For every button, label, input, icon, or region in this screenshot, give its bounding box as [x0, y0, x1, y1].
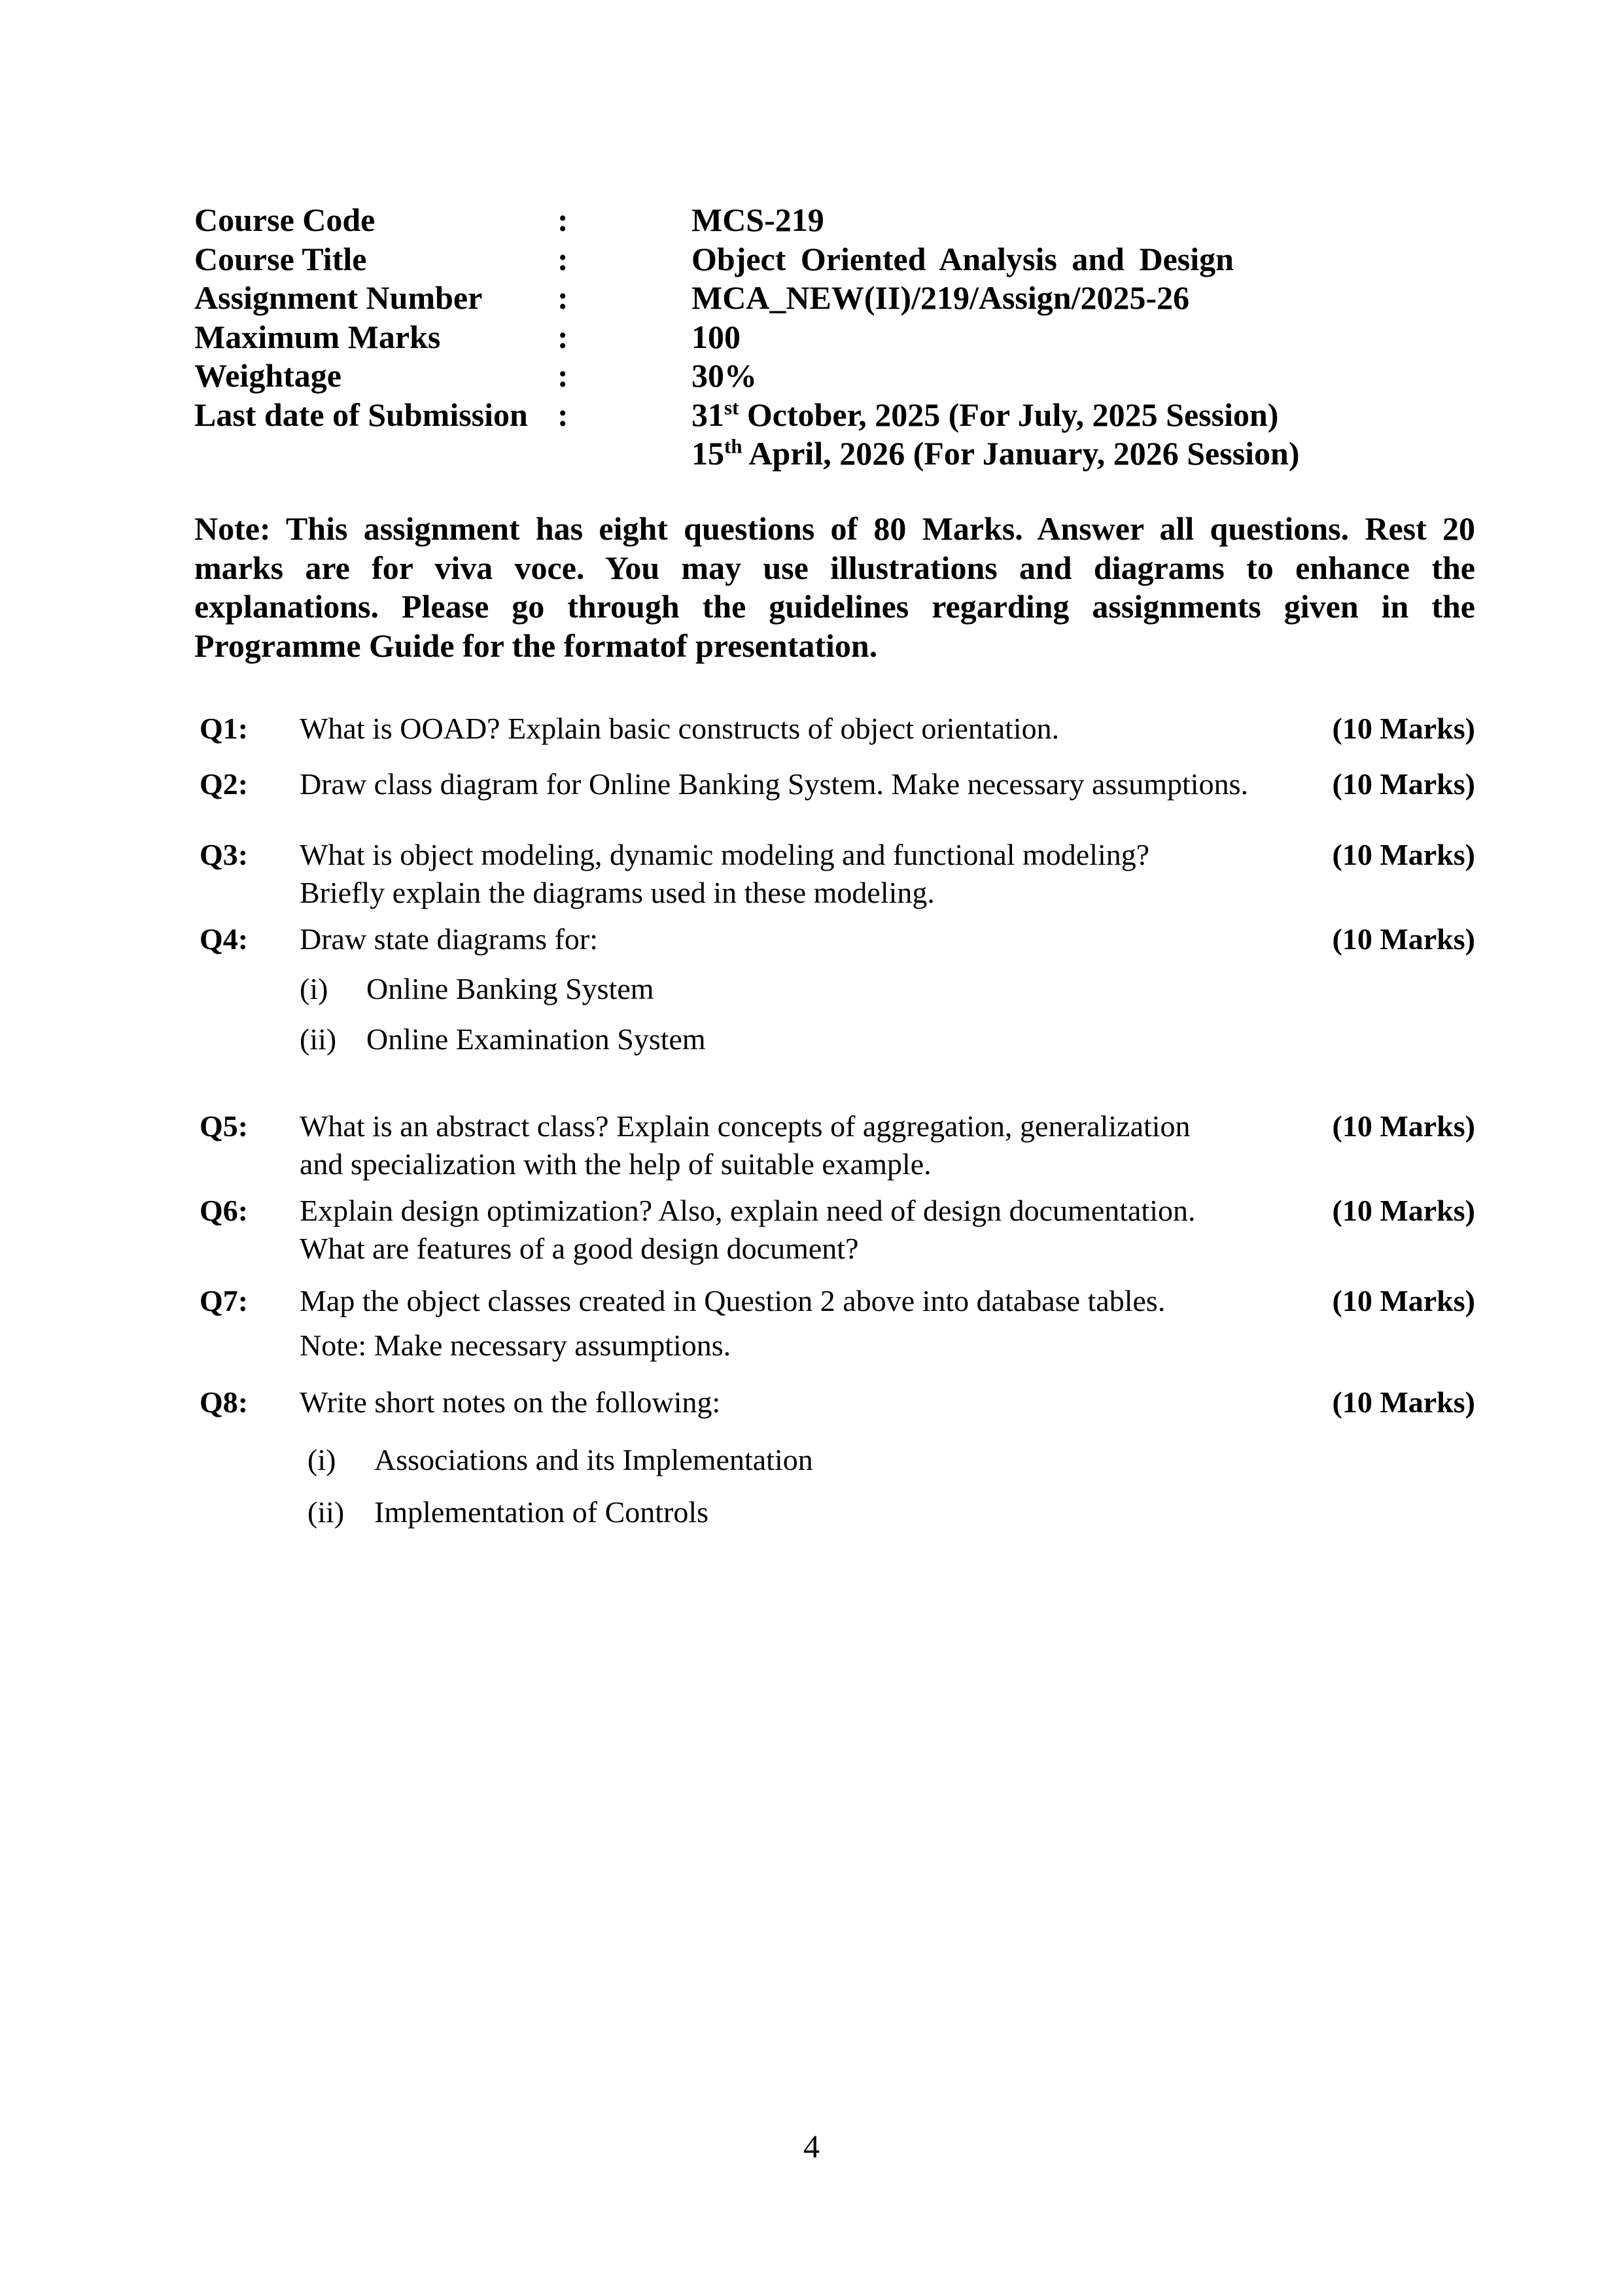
- question-marks: (10 Marks): [1332, 767, 1475, 801]
- weightage-row: [194, 357, 1475, 396]
- question-id: Q6:: [200, 1194, 249, 1227]
- question-text-line: Write short notes on the following:: [300, 1385, 721, 1419]
- page-number: 4: [803, 2128, 820, 2165]
- maximum-marks-label: Maximum Marks: [194, 318, 441, 355]
- note-line: Programme Guide for the formatof presentation.: [194, 627, 878, 664]
- question-note: Note: Make necessary assumptions.: [300, 1329, 731, 1362]
- question-text: [300, 1282, 1266, 1320]
- question-marks: (10 Marks): [1332, 1109, 1475, 1143]
- question-text: [300, 1107, 1266, 1183]
- question-id: Q8:: [200, 1385, 249, 1419]
- question-text-line: Briefly explain the diagrams used in these modeling.: [300, 876, 935, 909]
- separator-colon: :: [557, 357, 568, 394]
- course-code-value: MCS-219: [691, 201, 824, 238]
- course-info-block: [194, 201, 1475, 474]
- separator-colon: :: [557, 396, 568, 433]
- question-marks: (10 Marks): [1332, 1284, 1475, 1317]
- question-id: Q2:: [200, 767, 249, 801]
- question-marks: (10 Marks): [1332, 922, 1475, 956]
- separator-colon: :: [557, 240, 568, 277]
- course-code-label: Course Code: [194, 201, 375, 238]
- question-text-line: What is an abstract class? Explain concepts of aggregation, generalization: [300, 1109, 1191, 1143]
- question-text-line: Draw class diagram for Online Banking System. Make necessary assumptions.: [300, 767, 1248, 801]
- question-text: [300, 1192, 1266, 1268]
- subitem-text: Associations and its Implementation: [374, 1443, 813, 1476]
- date-rest: April, 2026 (For January, 2026 Session): [742, 435, 1300, 472]
- question-id: Q3:: [200, 838, 249, 871]
- question-row-q7: [200, 1282, 1475, 1320]
- question-text-line: Map the object classes created in Question 2 above into database tables.: [300, 1284, 1166, 1317]
- question-marks: (10 Marks): [1332, 712, 1475, 745]
- subitem-text: Online Banking System: [366, 972, 654, 1005]
- weightage-value: 30%: [691, 357, 757, 394]
- question-row-q3: [200, 836, 1475, 912]
- date-day: 15: [691, 435, 724, 472]
- question-text-line: Explain design optimization? Also, explain need of design documentation.: [300, 1194, 1196, 1227]
- course-title-value: Object Oriented Analysis and Design: [691, 240, 1234, 277]
- date-rest: October, 2025 (For July, 2025 Session): [739, 396, 1279, 433]
- weightage-label: Weightage: [194, 357, 341, 394]
- course-title-label: Course Title: [194, 240, 367, 277]
- separator-colon: :: [557, 201, 568, 238]
- subitem-numeral: (i): [300, 972, 328, 1005]
- subitem-row: [307, 1493, 1475, 1531]
- separator-colon: :: [557, 279, 568, 316]
- question-text: [300, 765, 1266, 803]
- question-id: Q1:: [200, 712, 249, 745]
- separator-colon: :: [557, 318, 568, 355]
- question-text-line: What is object modeling, dynamic modeling and functional modeling?: [300, 838, 1150, 871]
- last-date-label: Last date of Submission: [194, 396, 528, 433]
- maximum-marks-value: 100: [691, 318, 741, 355]
- questions-list: [200, 705, 1475, 1531]
- assignment-number-label: Assignment Number: [194, 279, 483, 316]
- question-row-q5: [200, 1107, 1475, 1183]
- question-text: [300, 710, 1266, 748]
- course-title-row: [194, 240, 1475, 279]
- question-marks: (10 Marks): [1332, 1385, 1475, 1419]
- subitem-numeral: (i): [307, 1443, 336, 1476]
- date-ordinal: th: [724, 434, 742, 458]
- question-text-line: Draw state diagrams for:: [300, 922, 599, 956]
- question-marks: (10 Marks): [1332, 838, 1475, 871]
- question-row-q8: [200, 1383, 1475, 1421]
- note-line: Note: This assignment has eight questions of 80 Marks. Answer all questions. Rest 20: [194, 510, 1475, 547]
- question-id: Q4:: [200, 922, 249, 956]
- last-date-line-january-session: [691, 434, 1475, 474]
- assignment-number-value: MCA_NEW(II)/219/Assign/2025-26: [691, 279, 1190, 316]
- question-id: Q5:: [200, 1109, 249, 1143]
- question-text-line: and specialization with the help of suitable example.: [300, 1147, 932, 1181]
- note-line: explanations. Please go through the guidelines regarding assignments given in the: [194, 588, 1475, 625]
- question-row-q2: [200, 765, 1475, 803]
- note-line: marks are for viva voce. You may use illustrations and diagrams to enhance the: [194, 549, 1475, 586]
- question-row-q1: [200, 710, 1475, 748]
- assignment-note-paragraph: [194, 510, 1475, 665]
- last-date-values: [691, 396, 1475, 474]
- subitem-text: Online Examination System: [366, 1022, 706, 1056]
- question-id: Q7:: [200, 1284, 249, 1317]
- subitem-numeral: (ii): [300, 1022, 337, 1056]
- question-text: [300, 920, 1266, 958]
- date-ordinal: st: [724, 395, 739, 419]
- question-text: [300, 1383, 1266, 1421]
- assignment-number-row: [194, 279, 1475, 318]
- subitem-row: [307, 1441, 1475, 1479]
- subitem-text: Implementation of Controls: [374, 1495, 709, 1529]
- last-date-line-july-session: [691, 396, 1475, 435]
- date-day: 31: [691, 396, 724, 433]
- subitem-row: [300, 970, 1475, 1008]
- question-text-line: What are features of a good design document?: [300, 1232, 859, 1265]
- question-marks: (10 Marks): [1332, 1194, 1475, 1227]
- course-code-row: [194, 201, 1475, 240]
- last-date-row: [194, 396, 1475, 474]
- maximum-marks-row: [194, 318, 1475, 357]
- question-row-q6: [200, 1192, 1475, 1268]
- subitem-numeral: (ii): [307, 1495, 345, 1529]
- subitem-row: [300, 1020, 1475, 1058]
- question-row-q4: [200, 920, 1475, 958]
- question-text-line: What is OOAD? Explain basic constructs of object orientation.: [300, 712, 1060, 745]
- question-text: [300, 836, 1266, 912]
